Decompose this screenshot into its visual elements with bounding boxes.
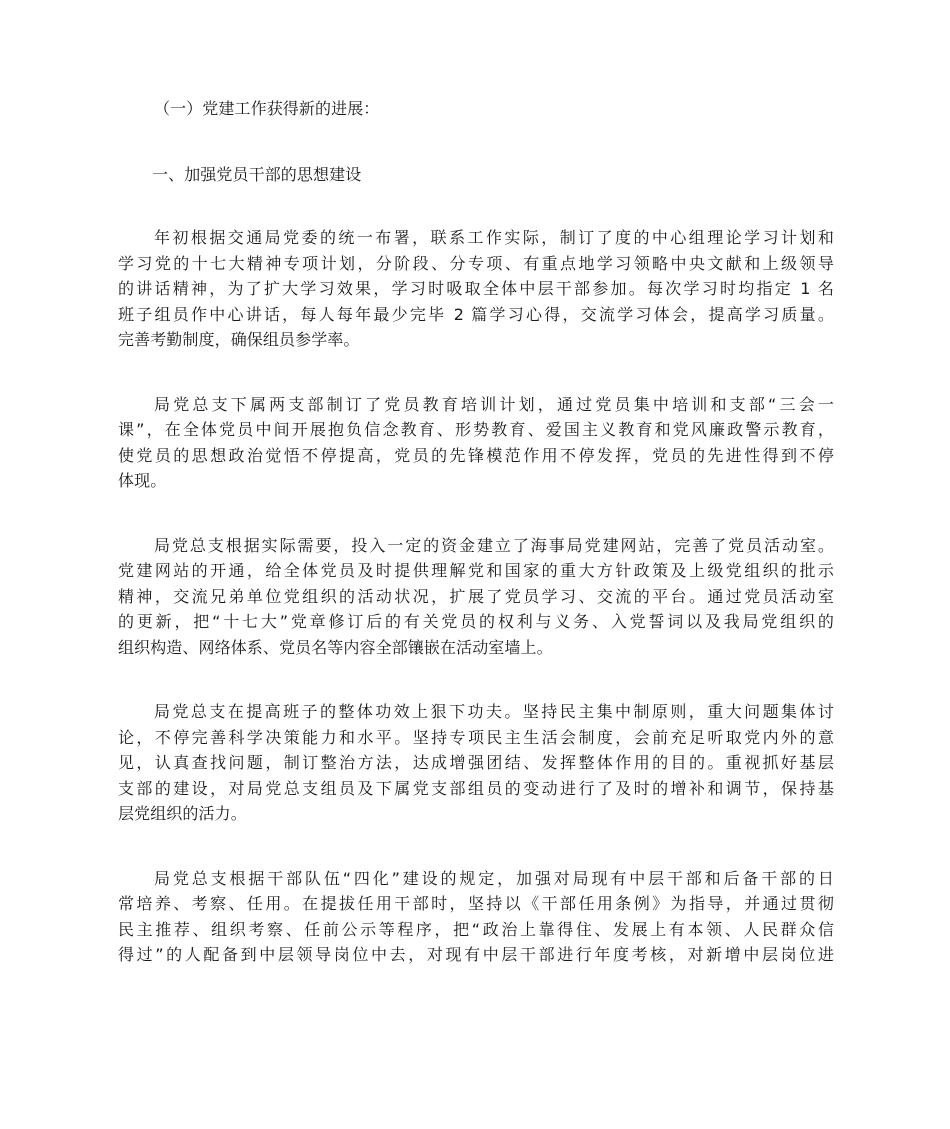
paragraph-team-building	[118, 699, 834, 827]
paragraph-line: 精神，交流兄弟单位党组织的活动状况，扩展了党员学习、交流的平台。通过党员活动室	[118, 586, 834, 606]
paragraph-website	[118, 533, 834, 661]
paragraph-line: 局党总支下属两支部制订了党员教育培训计划，通过党员集中培训和支部“三会一	[154, 394, 834, 414]
paragraph-line: 班子组员作中心讲话，每人每年最少完毕 2 篇学习心得，交流学习体会，提高学习质量。	[118, 304, 834, 324]
paragraph-line: 民主推荐、组织考察、任前公示等程序，把“政治上靠得住、发展上有本领、人民群众信	[118, 919, 834, 939]
paragraph-line: 体现。	[118, 471, 167, 490]
subsection-heading: 一、加强党员干部的思想建设	[152, 164, 362, 184]
paragraph-party-education	[118, 392, 834, 494]
paragraph-line: 组织构造、网络体系、党员名等内容全部镶嵌在活动室墙上。	[118, 637, 553, 657]
paragraph-line: 得过”的人配备到中层领导岗位中去，对现有中层干部进行年度考核，对新增中层岗位进	[118, 945, 834, 964]
paragraph-line: 常培养、考察、任用。在提拔任用干部时，坚持以《干部任用条例》为指导，并通过贯彻	[118, 894, 834, 913]
paragraph-line: 层党组织的活力。	[118, 804, 247, 823]
paragraph-cadre-training	[118, 866, 834, 968]
paragraph-line: 党建网站的开通，给全体党员及时提供理解党和国家的重大方针政策及上级党组织的批示	[118, 561, 834, 580]
paragraph-line: 完善考勤制度，确保组员参学率。	[118, 330, 360, 349]
paragraph-line: 使党员的思想政治觉悟不停提高，党员的先锋模范作用不停发挥，党员的先进性得到不停	[118, 445, 834, 465]
paragraph-line: 年初根据交通局党委的统一布署，联系工作实际，制订了度的中心组理论学习计划和	[154, 228, 834, 247]
paragraph-line: 的更新，把“十七大”党章修订后的有关党员的权利与义务、入党誓词以及我局党组织的	[118, 612, 834, 631]
paragraph-line: 学习党的十七大精神专项计划，分阶段、分专项、有重点地学习领略中央文献和上级领导	[118, 253, 834, 273]
paragraph-line: 支部的建设，对局党总支组员及下属党支部组员的变动进行了及时的增补和调节，保持基	[118, 778, 834, 798]
paragraph-line: 课”，在全体党员中间开展抱负信念教育、形势教育、爱国主义教育和党风廉政警示教育，	[118, 420, 834, 439]
paragraph-line: 论，不停完善科学决策能力和水平。坚持专项民主生活会制度，会前充足听取党内外的意	[118, 727, 834, 747]
paragraph-line: 局党总支根据实际需要，投入一定的资金建立了海事局党建网站，完善了党员活动室。	[154, 535, 834, 555]
section-heading: （一）党建工作获得新的进展：	[154, 99, 380, 118]
paragraph-line: 局党总支根据干部队伍“四化”建设的规定，加强对局现有中层干部和后备干部的日	[154, 868, 834, 888]
paragraph-line: 局党总支在提高班子的整体功效上狠下功夫。坚持民主集中制原则，重大问题集体讨	[154, 702, 834, 721]
paragraph-study-plan	[118, 225, 834, 353]
paragraph-line: 见，认真查找问题，制订整治方法，达成增强团结、发挥整体作用的目的。重视抓好基层	[118, 753, 834, 772]
paragraph-line: 的讲话精神，为了扩大学习效果，学习时吸取全体中层干部参加。每次学习时均指定 1 名	[118, 279, 834, 298]
document-body	[118, 96, 834, 1007]
